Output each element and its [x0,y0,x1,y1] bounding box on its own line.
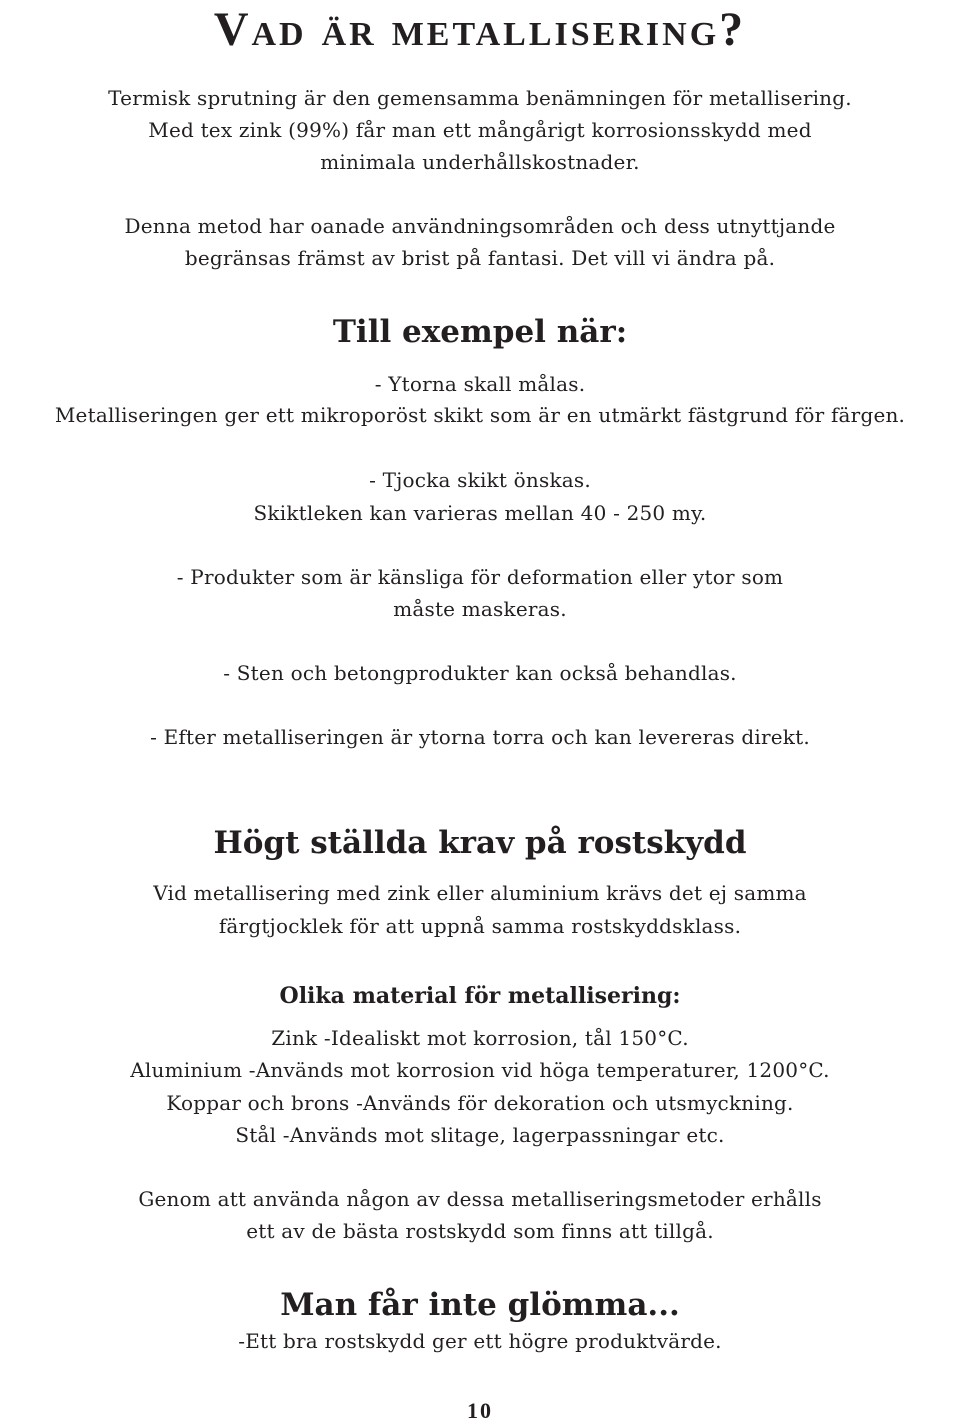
example-line-2: Metalliseringen ger ett mikroporöst skikt som är en utmärkt fästgrund för färgen. [54,403,906,427]
example-line-6: måste maskeras. [393,597,567,621]
example-line-8: - Efter metalliseringen är ytorna torra och kan levereras direkt. [150,725,810,749]
example-line-3: - Tjocka skikt önskas. [369,468,591,492]
conclusion-line-2: ett av de bästa rostskydd som finns att tillgå. [246,1219,714,1243]
material-line-3: Koppar och brons -Används för dekoration och utsmyckning. [166,1091,794,1115]
example-line-4: Skiktleken kan varieras mellan 40 - 250 my. [253,501,707,525]
examples-heading: Till exempel när: [332,314,628,350]
usage-line-2: begränsas främst av brist på fantasi. Det vill vi ändra på. [184,246,776,270]
conclusion-line-1: Genom att använda någon av dessa metalliseringsmetoder erhålls [138,1187,822,1211]
intro-line-2: Med tex zink (99%) får man ett mångårigt korrosionsskydd med [148,118,812,142]
rust-line-1: Vid metallisering med zink eller aluminium krävs det ej samma [153,881,807,905]
rust-line-2: färgtjocklek för att uppnå samma rostskyddsklass. [218,914,742,938]
page-title: Vad är metallisering? [213,3,747,56]
final-heading: Man får inte glömma... [280,1287,680,1323]
usage-line-1: Denna metod har oanade användningsområden och dess utnyttjande [124,214,836,238]
intro-line-3: minimala underhållskostnader. [320,150,640,174]
materials-heading: Olika material för metallisering: [279,983,681,1009]
material-line-2: Aluminium -Används mot korrosion vid höga temperaturer, 1200°C. [130,1058,830,1082]
material-line-1: Zink -Idealiskt mot korrosion, tål 150°C. [271,1026,689,1050]
example-line-7: - Sten och betongprodukter kan också behandlas. [223,661,737,685]
material-line-4: Stål -Används mot slitage, lagerpassningar etc. [235,1123,725,1147]
intro-line-1: Termisk sprutning är den gemensamma benämningen för metallisering. [108,86,852,110]
final-text: -Ett bra rostskydd ger ett högre produktvärde. [238,1329,722,1353]
rust-heading: Högt ställda krav på rostskydd [213,825,747,861]
example-line-1: - Ytorna skall målas. [374,372,586,396]
example-line-5: - Produkter som är känsliga för deformation eller ytor som [176,565,784,589]
page-number: 10 [467,1398,493,1423]
